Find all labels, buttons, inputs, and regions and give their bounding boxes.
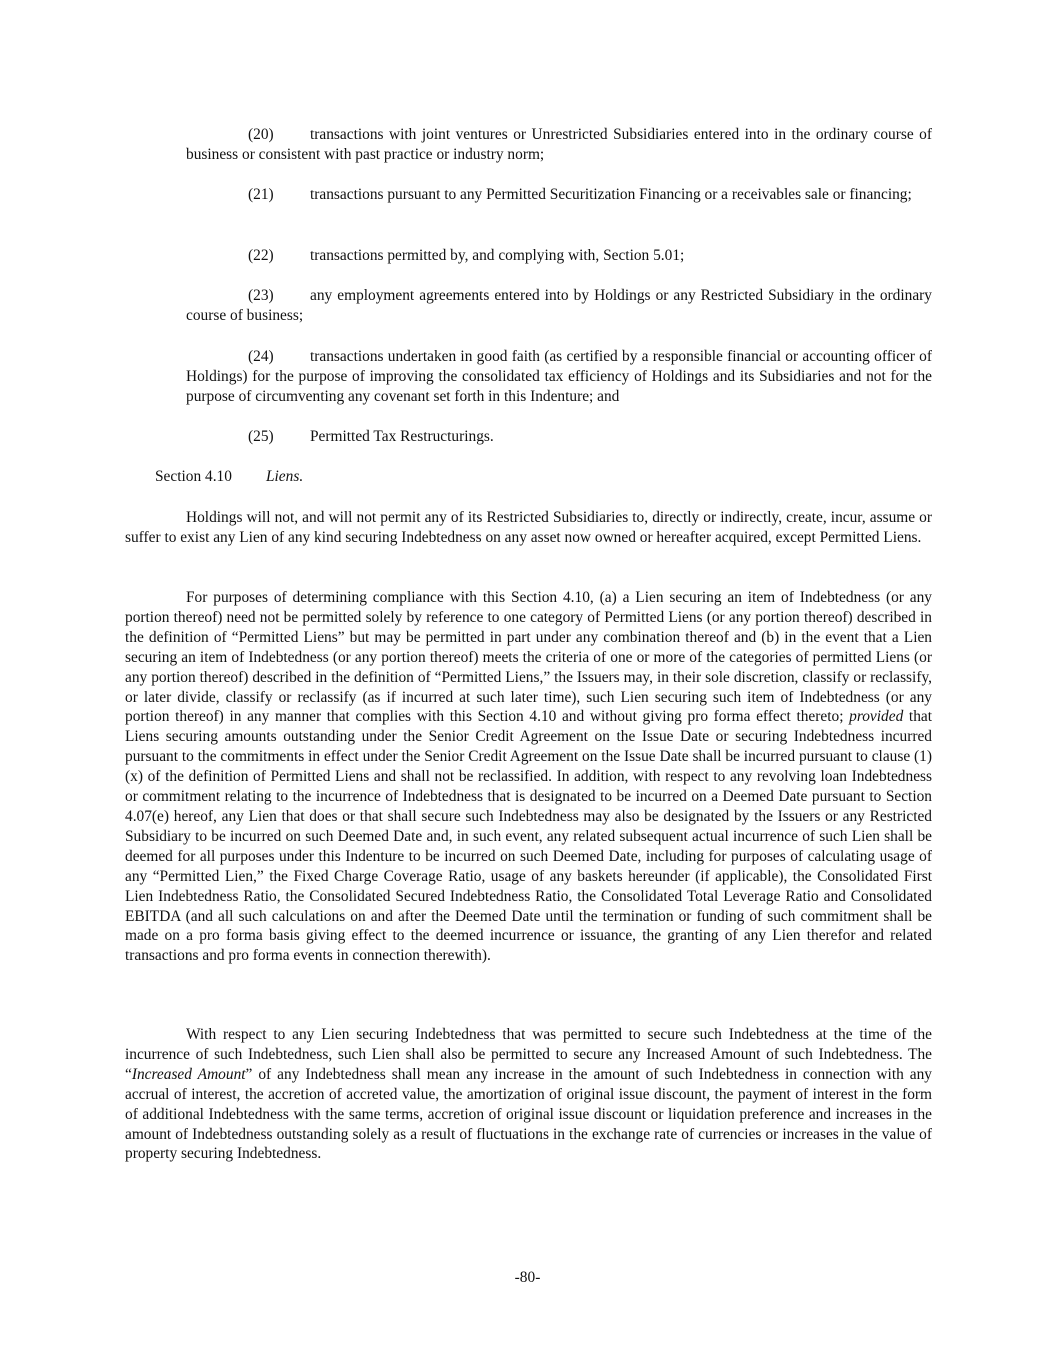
- item-number: (23): [248, 287, 274, 304]
- item-text: transactions undertaken in good faith (as certified by a responsible financial or accounting officer of Holdings) for the purpose of improving the consolidated tax efficiency of Holdings and its Subsidiaries and not for the purpose of circumventing any covenant set forth in this Indenture; and: [186, 348, 932, 405]
- paragraph-liens-compliance: [125, 588, 932, 966]
- paragraph-text: ” of any Indebtedness shall mean any increase in the amount of such Indebtedness in connection with any accrual of interest, the accretion of accreted value, the amortization of original issue discount, the payment of interest in the form of additional Indebtedness with the same terms, accretion of original issue discount or liquidation preference and increases in the amount of Indebtedness outstanding solely as a result of fluctuations in the exchange rate of currencies or increases in the value of property securing Indebtedness.: [125, 1065, 932, 1163]
- paragraph-increased-amount: [125, 1025, 932, 1164]
- paragraph-text: With respect to any Lien securing Indebtedness that was permitted to secure such Indebtedness at the time of the incurrence of such Indebtedness, such Lien shall also be permitted to secure any Increased Amount of such Indebtedness. The “: [125, 1026, 932, 1083]
- item-number: (22): [248, 247, 274, 264]
- section-title: Liens: [265, 468, 300, 485]
- italic-term: Increased Amount: [131, 1065, 246, 1083]
- item-number: (21): [248, 186, 274, 203]
- list-item-21: [186, 185, 932, 205]
- item-text: transactions with joint ventures or Unrestricted Subsidiaries entered into in the ordinary course of business or consistent with past practice or industry norm;: [186, 126, 932, 163]
- list-item-24: [186, 347, 932, 407]
- item-number: (25): [248, 428, 274, 445]
- list-item-22: [186, 246, 932, 266]
- item-text: transactions permitted by, and complying with, Section 5.01;: [310, 247, 685, 264]
- section-title-suffix: .: [299, 468, 304, 485]
- list-item-20: [186, 125, 932, 165]
- paragraph-text: that Liens securing amounts outstanding under the Senior Credit Agreement on the Issue Date or securing Indebtedness incurred pursuant to the commitments in effect under the Senior Credit Agreement on the Issue Date shall be incurred pursuant to clause (1)(x) of the definition of Permitted Liens and shall not be reclassified. In addition, with respect to any revolving loan Indebtedness or commitment relating to the incurrence of Indebtedness that is designated to be incurred on a Deemed Date pursuant to Section 4.07(e) hereof, any Lien that does or that shall secure such Indebtedness may also be designated by the Issuers or any Restricted Subsidiary to be incurred on such Deemed Date and, in such event, any related subsequent actual incurrence of such Lien shall be deemed for all purposes under this Indenture to be incurred on such Deemed Date, including for purposes of calculating usage of any “Permitted Lien,” the Fixed Charge Coverage Ratio, usage of any baskets hereunder (if applicable), the Consolidated First Lien Indebtedness Ratio, the Consolidated Secured Indebtedness Ratio, the Consolidated Total Leverage Ratio and Consolidated EBITDA (and all such calculations on and after the Deemed Date until the termination or funding of such commitment shall be made on a pro forma basis giving effect to the deemed incurrence or issuance, the granting of any Lien therefor and related transactions and pro forma events in connection therewith).: [125, 708, 932, 965]
- item-number: (20): [248, 126, 274, 143]
- list-item-25: [186, 427, 932, 447]
- item-text: Permitted Tax Restructurings.: [310, 428, 494, 445]
- italic-term: provided: [849, 708, 904, 726]
- paragraph-text: For purposes of determining compliance with this Section 4.10, (a) a Lien securing an item of Indebtedness (or any portion thereof) need not be permitted solely by reference to one category of Permitted Liens (or any portion thereof) described in the definition of “Permitted Liens” but may be permitted in part under any combination thereof and (b) in the event that a Lien securing an item of Indebtedness (or any portion thereof) meets the criteria of one or more of the categories of permitted Liens (or any portion thereof) described in the definition of “Permitted Liens,” the Issuers may, in their sole discretion, classify or reclassify, or later divide, classify or reclassify (as if incurred at such later time), such Lien securing such item of Indebtedness (or any portion thereof) in any manner that complies with this Section 4.10 and without giving pro forma effect thereto;: [125, 589, 932, 726]
- page-number: -80-: [514, 1269, 541, 1286]
- section-heading: [155, 467, 303, 487]
- paragraph-liens-prohibition: Holdings will not, and will not permit any of its Restricted Subsidiaries to, directly or indirectly, create, incur, assume or suffer to exist any Lien of any kind securing Indebtedness on any asset now owned or hereafter acquired, except Permitted Liens.: [125, 509, 932, 546]
- list-item-23: [186, 286, 932, 326]
- section-number: Section 4.10: [155, 468, 232, 485]
- item-text: transactions pursuant to any Permitted Securitization Financing or a receivables sale or financing;: [310, 186, 912, 203]
- item-number: (24): [248, 348, 274, 365]
- item-text: any employment agreements entered into by Holdings or any Restricted Subsidiary in the ordinary course of business;: [186, 287, 932, 324]
